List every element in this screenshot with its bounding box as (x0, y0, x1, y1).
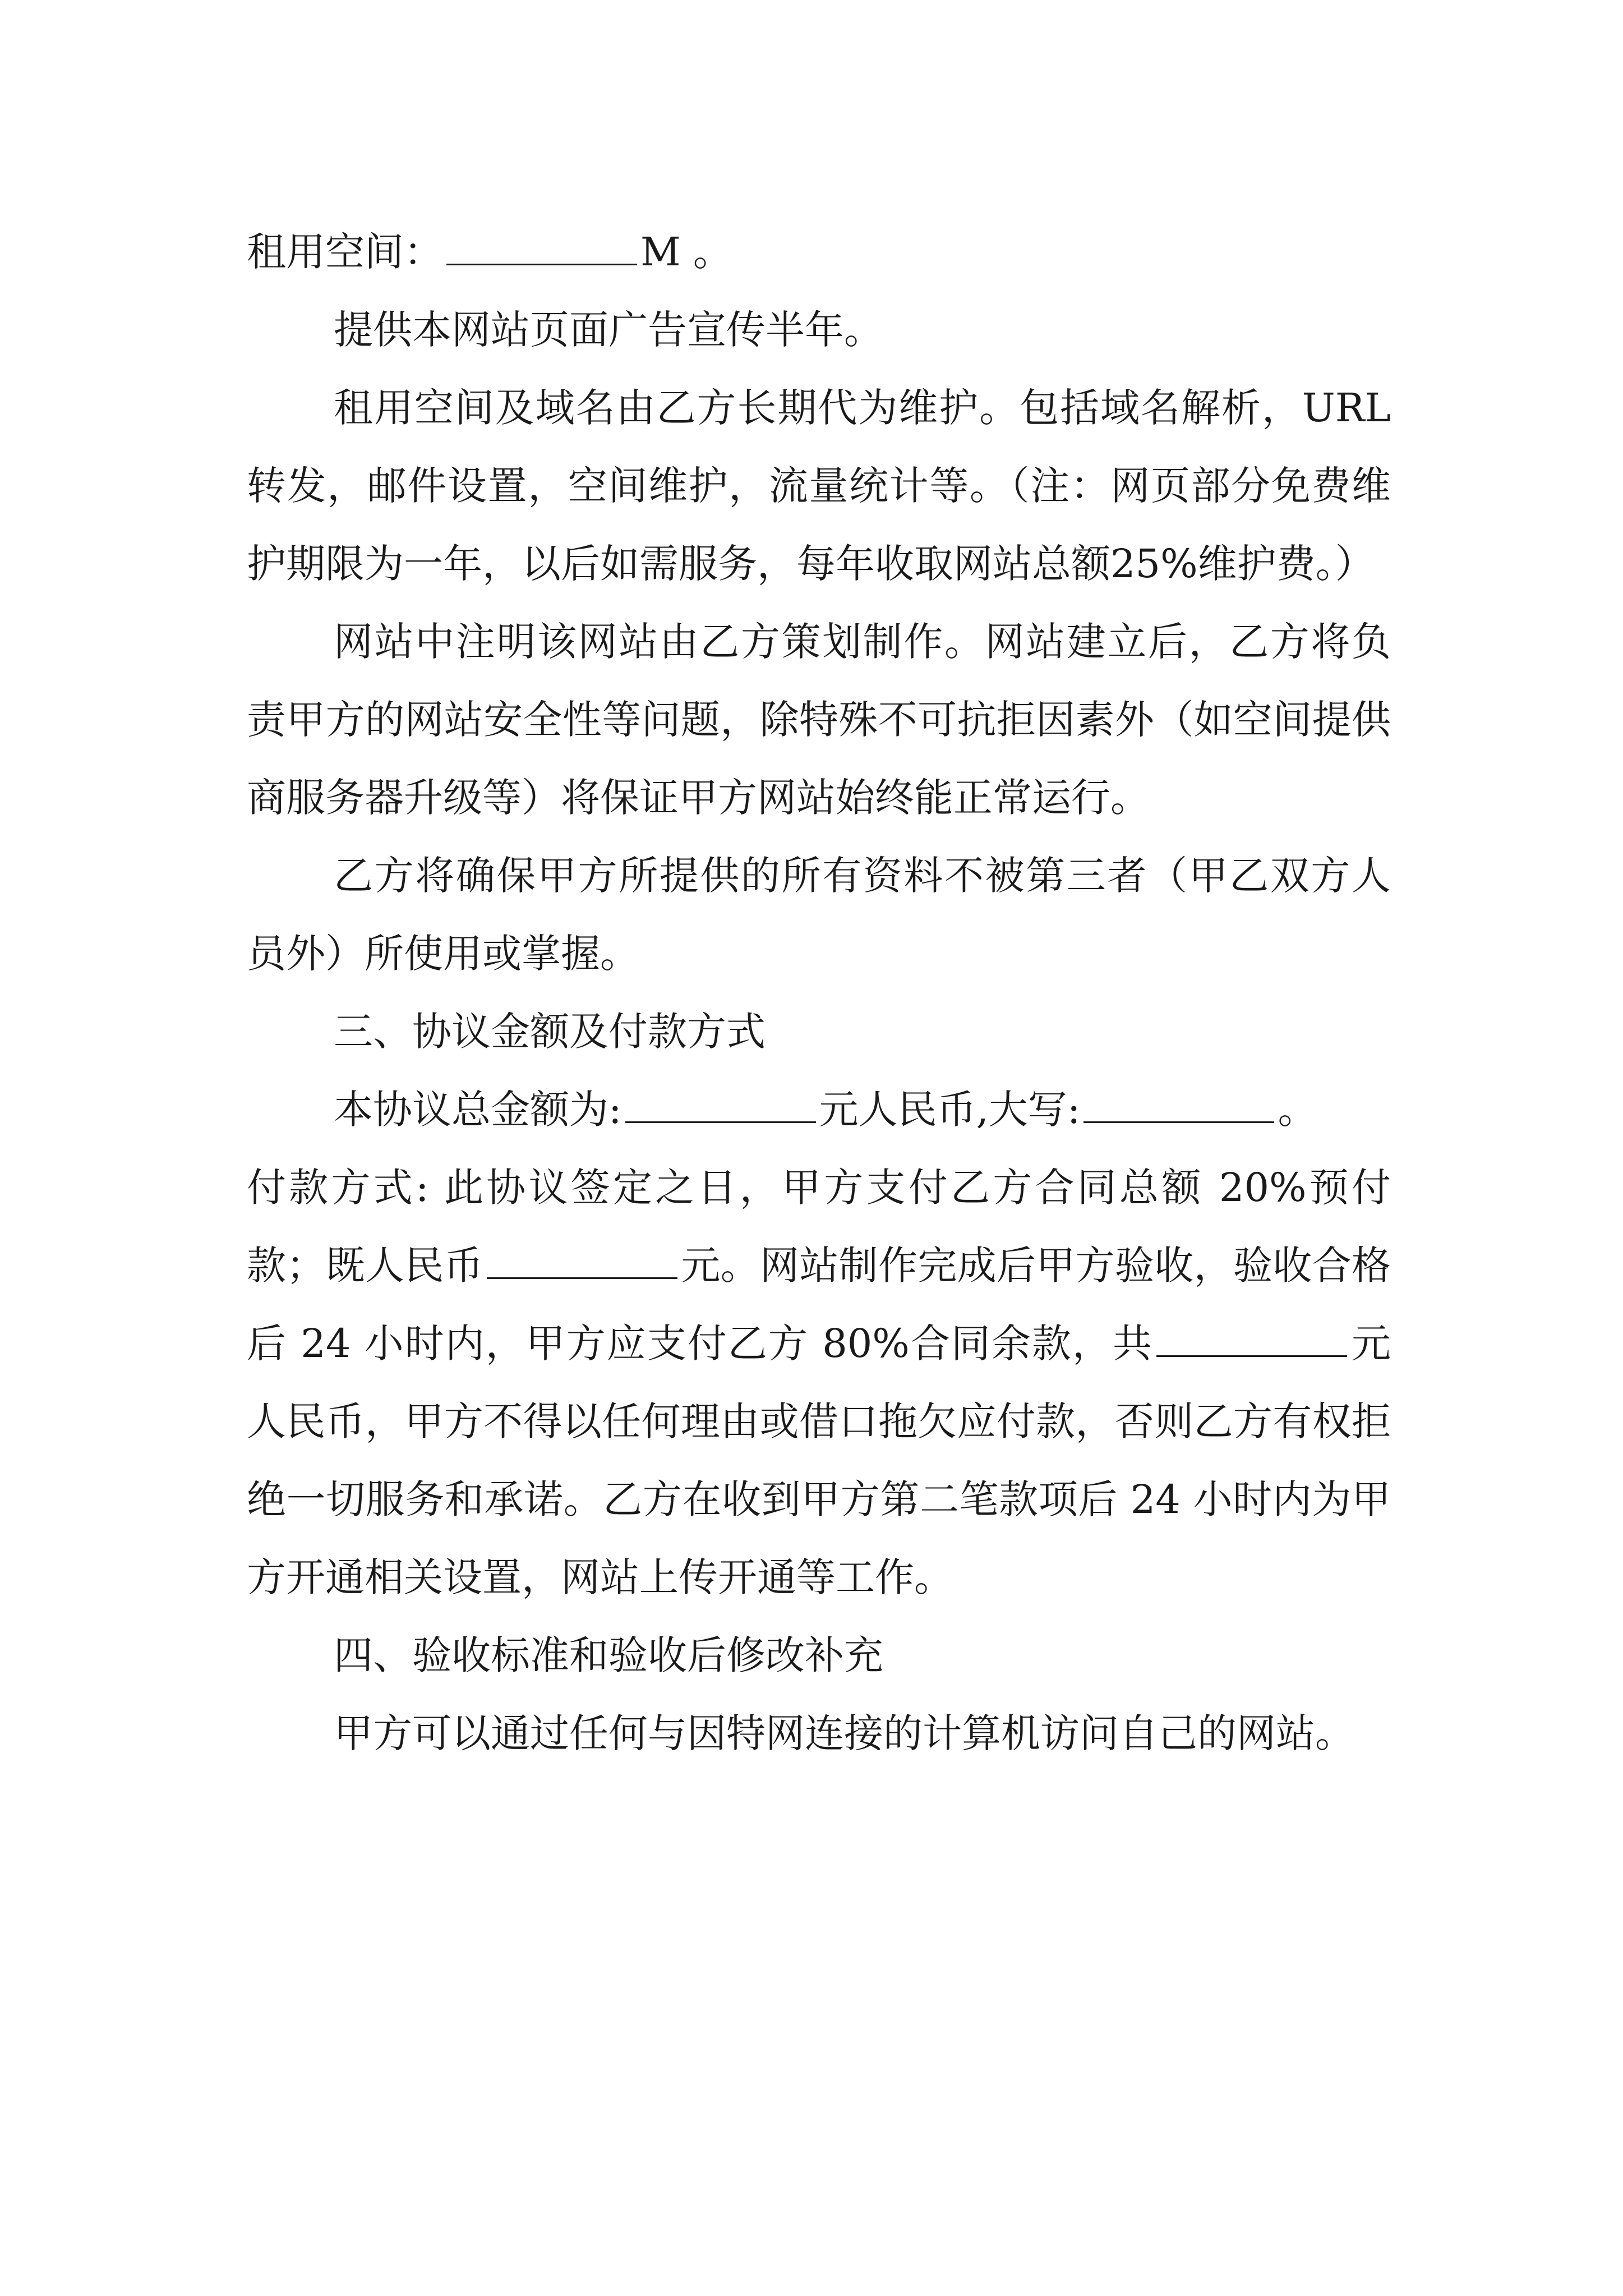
paragraph-amount (247, 1071, 1391, 1149)
rental-space-blank (446, 227, 637, 266)
paragraph-security: 网站中注明该网站由乙方策划制作。网站建立后，乙方将负责甲方的网站安全性等问题，除特殊不可抗拒因素外（如空间提供商服务器升级等）将保证甲方网站始终能正常运行。 (247, 619, 1391, 821)
section-heading-4: 四、验收标准和验收后修改补充 (334, 1632, 883, 1678)
prepayment-blank (487, 1240, 677, 1280)
amount-end: 。 (1278, 1087, 1317, 1133)
paragraph-payment (247, 1149, 1391, 1617)
document-page (247, 213, 1391, 1773)
section-heading-3: 三、协议金额及付款方式 (334, 1009, 766, 1055)
payment-part-3: 元人民币，甲方不得以任何理由或借口拖欠应付款，否则乙方有权拒绝一切服务和承诺。乙方在收到甲方第二笔款项后 24 小时内为甲方开通相关设置，网站上传开通等工作。 (247, 1320, 1391, 1600)
payment-part-1: 付款方式: 此协议签定之日，甲方支付乙方合同总额 20%预付款；既人民币 (247, 1165, 1391, 1289)
balance-blank (1156, 1318, 1347, 1358)
rental-space-label: 租用空间： (247, 229, 443, 275)
rental-space-unit: M 。 (640, 229, 732, 275)
paragraph-maintenance: 租用空间及域名由乙方长期代为维护。包括域名解析，URL 转发，邮件设置，空间维护，流量统计等。（注：网页部分免费维护期限为一年，以后如需服务，每年收取网站总额25%维护费。） (247, 385, 1391, 587)
paragraph-access: 甲方可以通过任何与因特网连接的计算机访问自己的网站。 (334, 1710, 1354, 1756)
amount-label: 本协议总金额为: (334, 1087, 622, 1133)
rental-space-line (247, 213, 1391, 291)
amount-blank (625, 1084, 816, 1124)
payment-part-2: 元。网站制作完成后甲方验收，验收合格后 24 小时内，甲方应支付乙方 80%合同余款，共 (247, 1243, 1391, 1366)
amount-unit: 元人民币,大写: (819, 1087, 1081, 1133)
paragraph-confidentiality: 乙方将确保甲方所提供的所有资料不被第三者（甲乙双方人员外）所使用或掌握。 (247, 853, 1391, 977)
paragraph-ad: 提供本网站页面广告宣传半年。 (334, 307, 883, 353)
amount-words-blank (1083, 1084, 1274, 1124)
